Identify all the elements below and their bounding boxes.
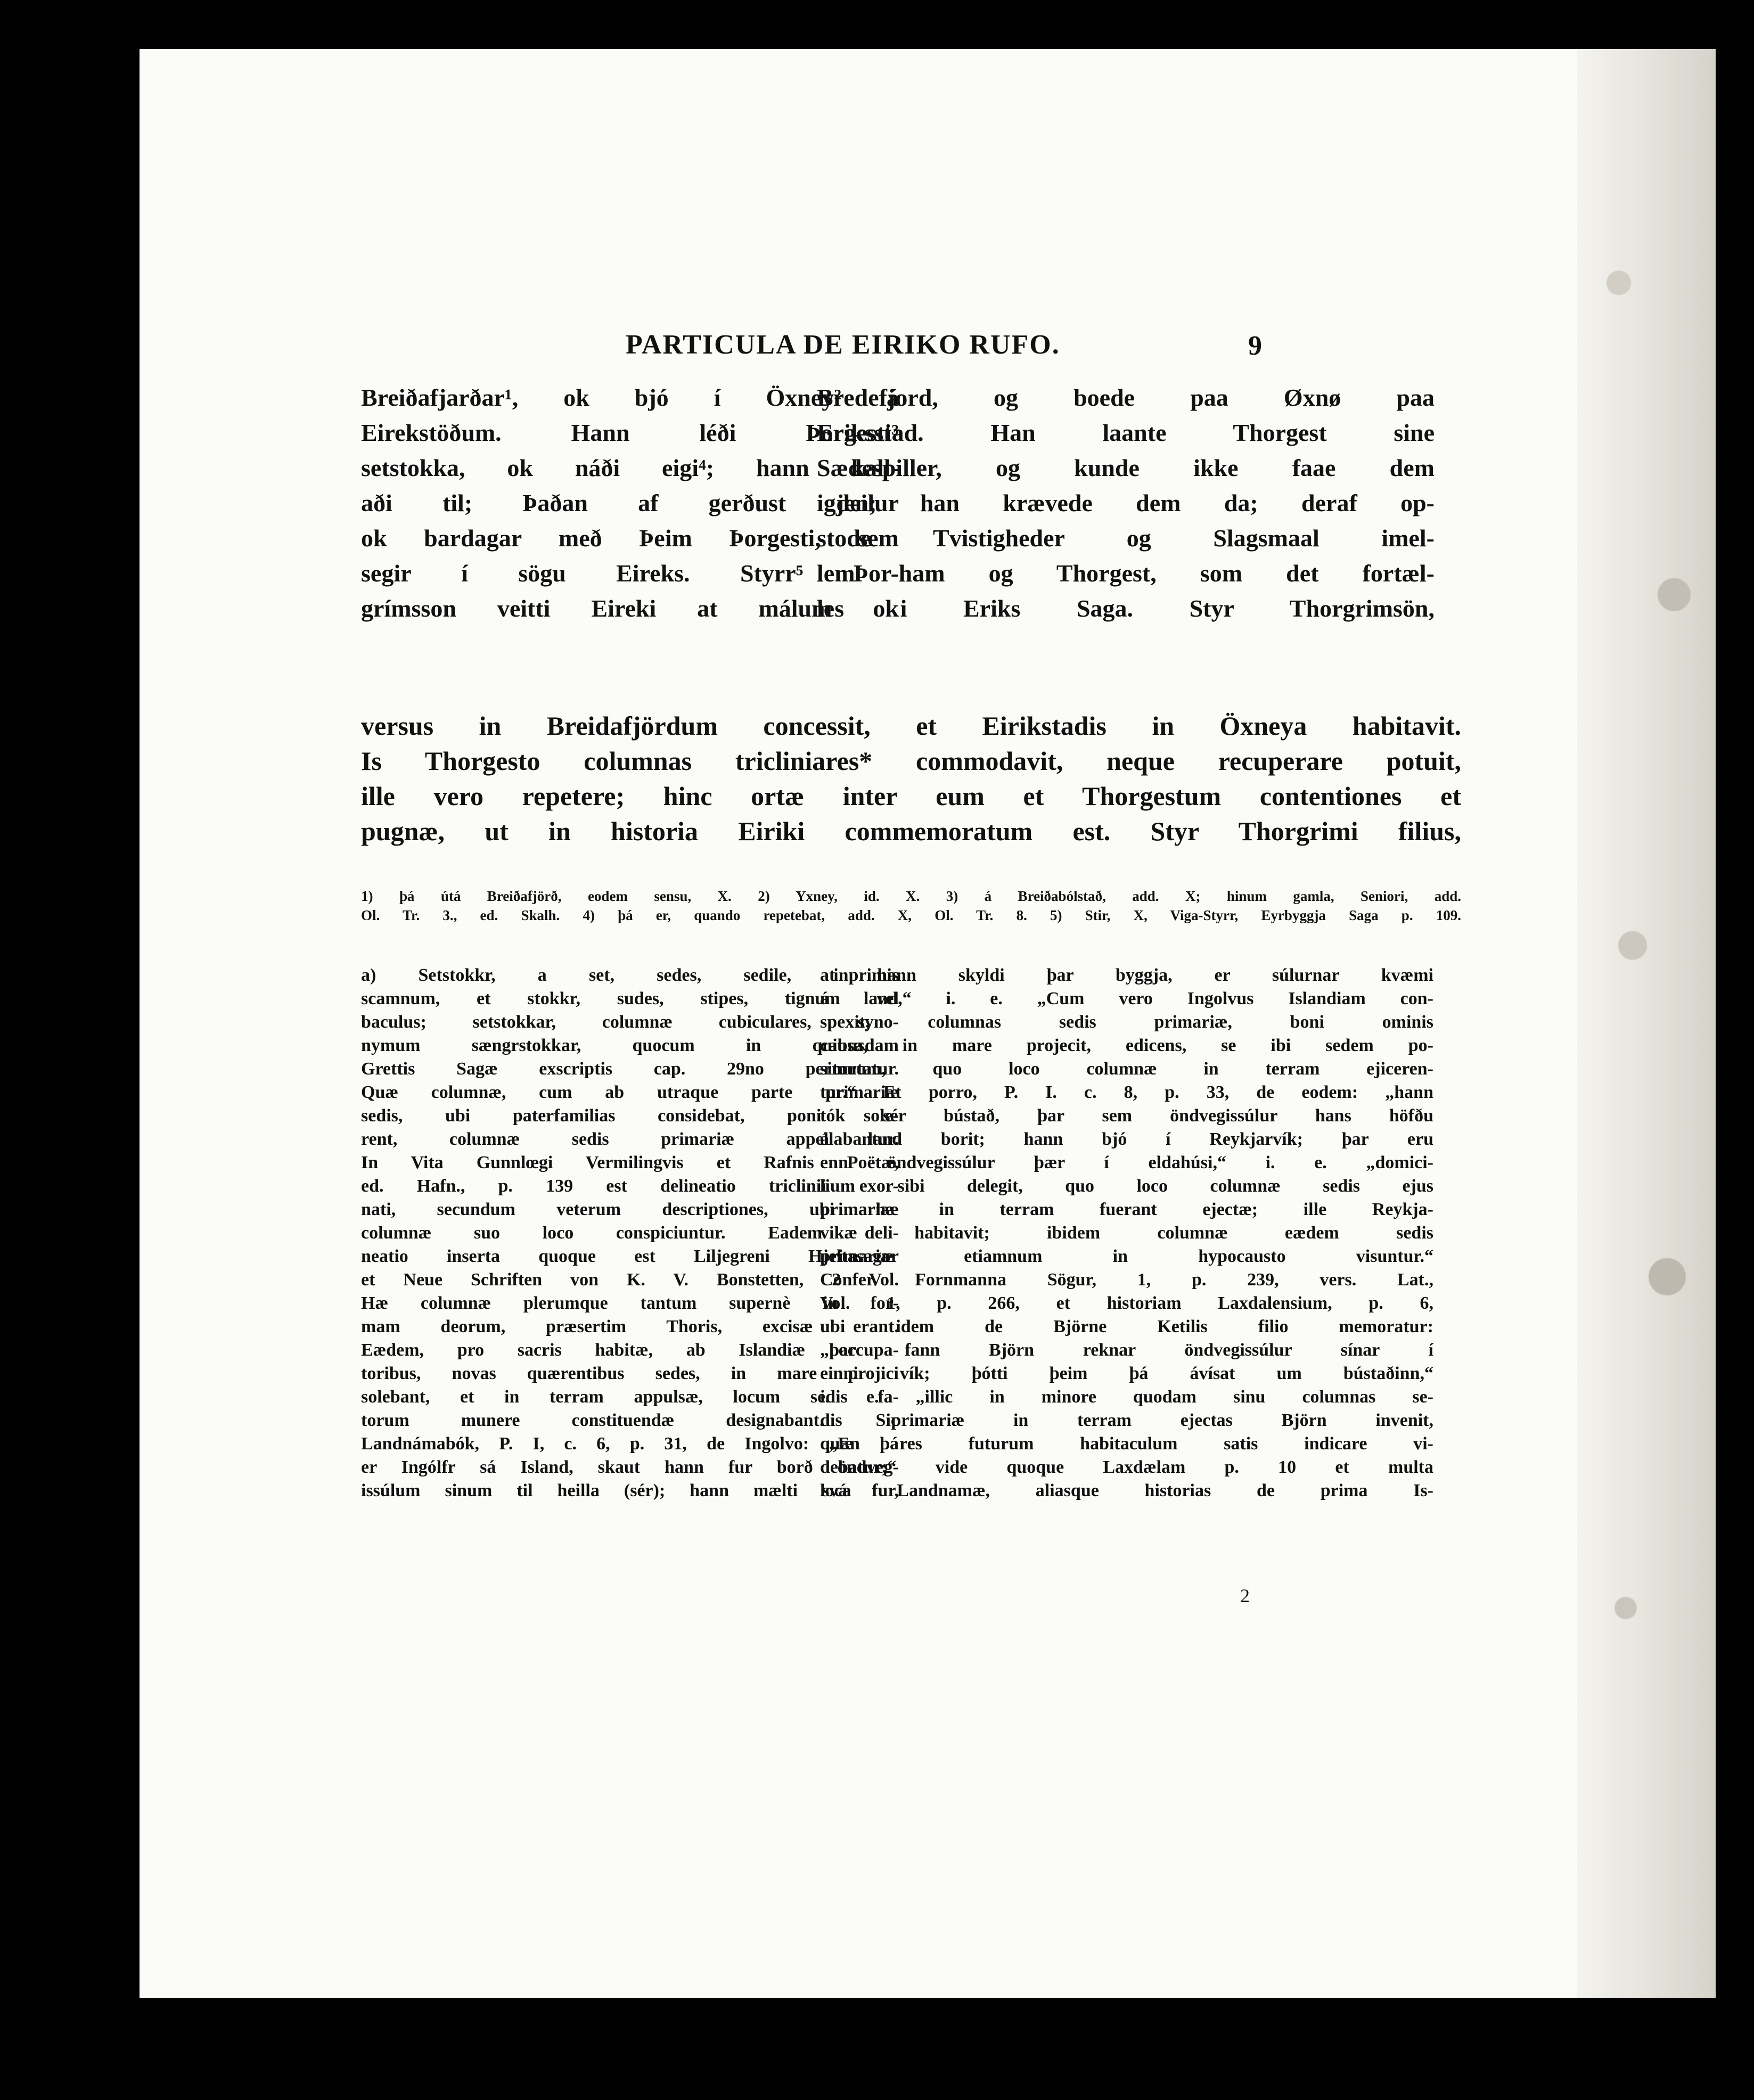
- commentary-line: tur.“ Et porro, P. I. c. 8, p. 33, de eodem: „hann: [820, 1082, 1433, 1102]
- latin-text-line: Is Thorgesto columnas tricliniares* commodavit, neque recuperare potuit,: [361, 746, 1461, 776]
- commentary-line: mam deorum, præsertim Thoris, excisæ erant.: [361, 1317, 899, 1336]
- icelandic-text-line: grímsson veitti Eireki at málum ok: [361, 595, 899, 622]
- commentary-line: issúlum sinum til heilla (sér); hann mælti svá fur,: [361, 1481, 899, 1500]
- commentary-line: quæ res futurum habitaculum satis indicare vi-: [820, 1434, 1433, 1454]
- icelandic-text-line: aði til; Þaðan af gerðust deilur: [361, 489, 899, 516]
- commentary-line: at hann skyldi þar byggja, er súlurnar kvæmi: [820, 965, 1433, 985]
- commentary-line: Quæ columnæ, cum ab utraque parte primariæ: [361, 1082, 899, 1102]
- commentary-line: columnæ suo loco conspiciuntur. Eadem deli-: [361, 1223, 899, 1243]
- latin-text-line: pugnæ, ut in historia Eiriki commemoratum est. Styr Thorgrimi filius,: [361, 816, 1461, 846]
- footnote-line: 1) þá útá Breiðafjörð, eodem sensu, X. 2) Yxney, id. X. 3) á Breiðabólstað, add. X; hinum gamla, Seniori, add.: [361, 888, 1461, 904]
- commentary-line: solebant, et in terram appulsæ, locum sedis fa-: [361, 1387, 899, 1407]
- commentary-line: lium sibi delegit, quo loco columnæ sedis ejus: [820, 1176, 1433, 1196]
- commentary-line: primariæ in terram fuerant ejectæ; ille Reykja-: [820, 1200, 1433, 1219]
- commentary-line: scamnum, et stokkr, sudes, stipes, tignum vel: [361, 989, 899, 1008]
- danish-text-line: Eriksstad. Han laante Thorgest sine: [817, 419, 1435, 446]
- page-content: [140, 49, 1716, 1998]
- icelandic-text-line: Breiðafjarðar¹, ok bjó í Öxney² á: [361, 384, 899, 411]
- footnote-line: Ol. Tr. 3., ed. Skalh. 4) þá er, quando repetebat, add. X, Ol. Tr. 8. 5) Stir, X, Viga-Styrr, Eyrbyggja Saga p. 109.: [361, 907, 1461, 923]
- commentary-line: enn öndvegissúlur þær í eldahúsi,“ i. e. „domici-: [820, 1153, 1433, 1172]
- commentary-line: tók sér bústað, þar sem öndvegissúlur hans höfðu: [820, 1106, 1433, 1126]
- page-header: [140, 329, 1694, 372]
- commentary-line: loca Landnamæ, aliasque historias de prima Is-: [820, 1481, 1433, 1500]
- commentary-line: rent, columnæ sedis primariæ appellabantur.: [361, 1129, 899, 1149]
- commentary-note-left: [361, 964, 899, 1503]
- commentary-line: Confer Fornmanna Sögur, 1, p. 239, vers. Lat.,: [820, 1270, 1433, 1290]
- commentary-line: debatur;“ vide quoque Laxdælam p. 10 et multa: [820, 1457, 1433, 1477]
- latin-text-line: ille vero repetere; hinc ortæ inter eum et Thorgestum contentiones et: [361, 781, 1461, 811]
- commentary-note-right: [820, 964, 1433, 1503]
- icelandic-text-line: segir í sögu Eireks. Styrr⁵ Þor-: [361, 560, 899, 587]
- commentary-line: á land borit; hann bjó í Reykjarvík; þar eru: [820, 1129, 1433, 1149]
- commentary-line: toribus, novas quærentibus sedes, in mare projici: [361, 1364, 899, 1383]
- commentary-line: a) Setstokkr, a set, sedes, sedile, inprimis: [361, 965, 899, 985]
- book-page: [140, 49, 1716, 1998]
- commentary-line: siturum, quo loco columnæ in terram ejiceren-: [820, 1059, 1433, 1079]
- commentary-line: torum munere constituendæ designabant. Sic: [361, 1410, 899, 1430]
- commentary-line: ed. Hafn., p. 139 est delineatio triclinii exor-: [361, 1176, 899, 1196]
- commentary-line: baculus; setstokkar, columnæ cubiculares, syno-: [361, 1012, 899, 1032]
- commentary-line: einni vík; þótti þeim þá ávísat um bústaðinn,“: [820, 1364, 1433, 1383]
- latin-translation: [361, 708, 1461, 849]
- commentary-line: spexit, columnas sedis primariæ, boni ominis: [820, 1012, 1433, 1032]
- danish-text-line: les i Eriks Saga. Styr Thorgrimsön,: [817, 595, 1435, 622]
- running-title: PARTICULA DE EIRIKO RUFO.: [626, 330, 1060, 360]
- signature-mark: 2: [1240, 1585, 1250, 1606]
- commentary-line: Hæ columnæ plerumque tantum supernè in for-: [361, 1293, 899, 1313]
- commentary-line: vikæ habitavit; ibidem columnæ eædem sedis: [820, 1223, 1433, 1243]
- commentary-line: sedis, ubi paterfamilias considebat, poni sole-: [361, 1106, 899, 1126]
- commentary-line: á land,“ i. e. „Cum vero Ingolvus Islandiam con-: [820, 989, 1433, 1008]
- icelandic-text-line: Eirekstöðum. Hann léði Þorgesti³: [361, 419, 899, 446]
- danish-text-line: lem ham og Thorgest, som det fortæl-: [817, 560, 1435, 587]
- commentary-line: causa, in mare projecit, edicens, se ibi sedem po-: [820, 1036, 1433, 1055]
- commentary-line: nymum sængrstokkar, quocum in quibusdam: [361, 1036, 899, 1055]
- commentary-line: neatio inserta quoque est Liljegreni Hjeltasagor: [361, 1246, 899, 1266]
- commentary-line: Vol. 1, p. 266, et historiam Laxdalensium, p. 6,: [820, 1293, 1433, 1313]
- commentary-line: primariæ etiamnum in hypocausto visuntur.“: [820, 1246, 1433, 1266]
- commentary-line: dis primariæ in terram ejectas Björn invenit,: [820, 1410, 1433, 1430]
- commentary-line: Eædem, pro sacris habitæ, ab Islandiæ occupa-: [361, 1340, 899, 1360]
- commentary-line: Grettis Sagæ exscriptis cap. 29no permutatur.: [361, 1059, 899, 1079]
- latin-text-line: versus in Breidafjördum concessit, et Eirikstadis in Öxneya habitavit.: [361, 711, 1461, 741]
- commentary-line: nati, secundum veterum descriptiones, ubi hæ: [361, 1200, 899, 1219]
- commentary-line: In Vita Gunnlœgi Vermilingvis et Rafnis Poëtæ,: [361, 1153, 899, 1172]
- commentary-line: et Neue Schriften von K. V. Bonstetten, 2 Vol.: [361, 1270, 899, 1290]
- commentary-line: ubi idem de Björne Ketilis filio memoratur:: [820, 1317, 1433, 1336]
- danish-text-line: stode Tvistigheder og Slagsmaal imel-: [817, 524, 1435, 552]
- commentary-line: Landnámabók, P. I, c. 6, p. 31, de Ingolvo: „En þá: [361, 1434, 899, 1454]
- danish-text-line: Sædespiller, og kunde ikke faae dem: [817, 454, 1435, 481]
- danish-text-line: igjen; han krævede dem da; deraf op-: [817, 489, 1435, 516]
- page-number: 9: [1248, 331, 1262, 361]
- commentary-line: „þar fann Björn reknar öndvegissúlur sínar í: [820, 1340, 1433, 1360]
- danish-text-column: [817, 380, 1435, 626]
- danish-text-line: Bredefjord, og boede paa Øxnø paa: [817, 384, 1435, 411]
- commentary-line: er Ingólfr sá Island, skaut hann fur borð öndveg-: [361, 1457, 899, 1477]
- icelandic-text-line: setstokka, ok náði eigi⁴; hann kall-: [361, 454, 899, 481]
- variant-footnotes: [361, 887, 1461, 925]
- commentary-line: i. e. „illic in minore quodam sinu columnas se-: [820, 1387, 1433, 1407]
- icelandic-text-line: ok bardagar með Þeim Þorgesti, sem: [361, 524, 899, 552]
